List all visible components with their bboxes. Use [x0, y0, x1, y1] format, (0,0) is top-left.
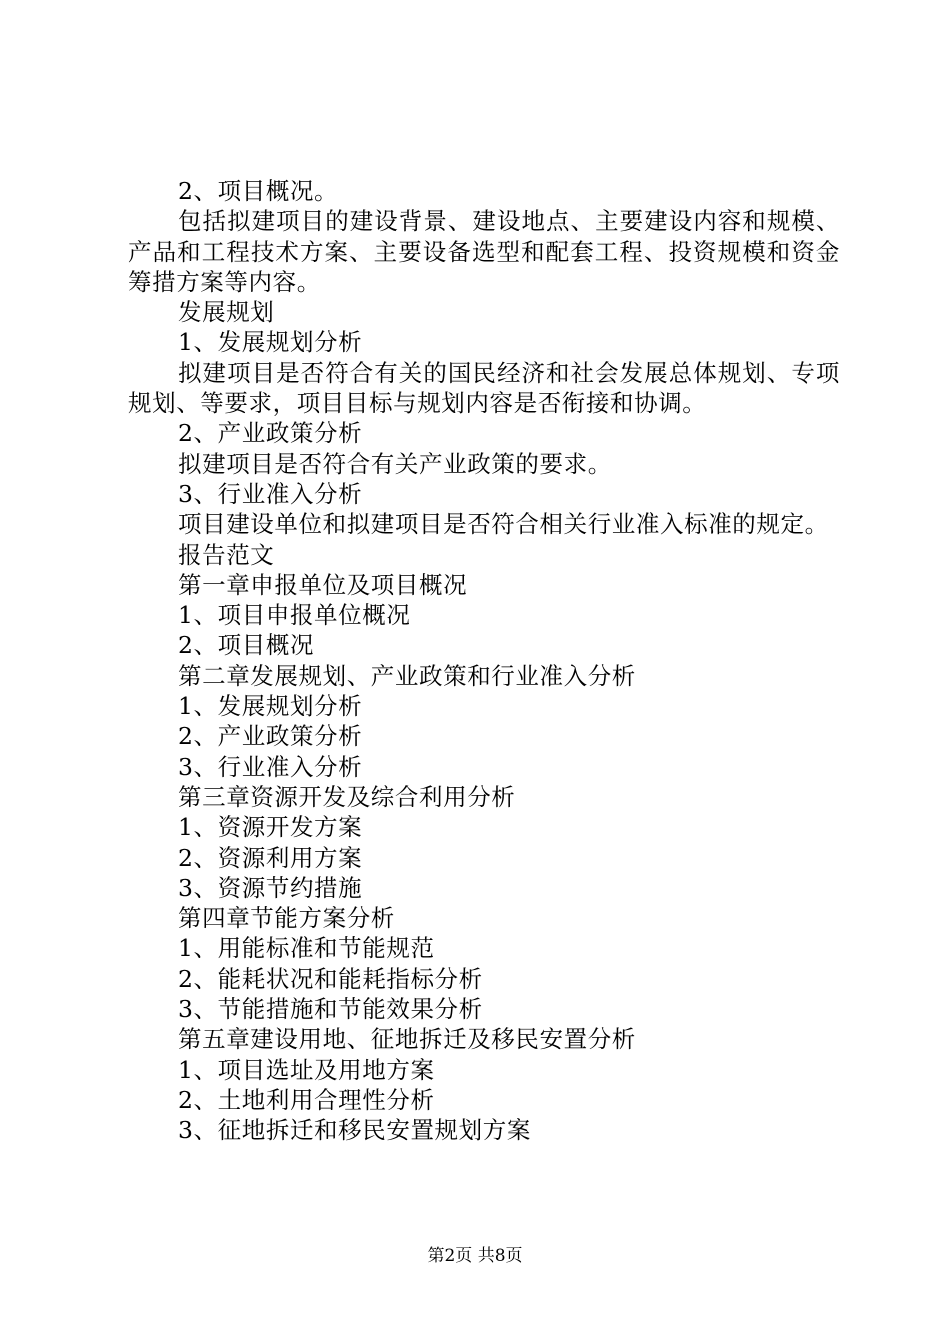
- list-item: 3、征地拆迁和移民安置规划方案: [178, 1116, 531, 1145]
- list-item: 1、项目申报单位概况: [178, 601, 411, 630]
- list-item: 3、资源节约措施: [178, 873, 363, 902]
- page-number-footer: 第2页 共8页: [427, 1246, 523, 1266]
- paragraph: 项目建设单位和拟建项目是否符合相关行业准入标准的规定。: [178, 510, 829, 539]
- document-body: [128, 176, 840, 1146]
- paragraph: 3、行业准入分析: [178, 479, 363, 508]
- list-item: 2、产业政策分析: [178, 722, 363, 751]
- list-item: 3、节能措施和节能效果分析: [178, 995, 483, 1024]
- chapter-heading: 第一章申报单位及项目概况: [178, 570, 468, 599]
- paragraph: 拟建项目是否符合有关产业政策的要求。: [178, 449, 612, 478]
- list-item: 2、项目概况: [178, 631, 315, 660]
- chapter-heading: 第二章发展规划、产业政策和行业准入分析: [178, 661, 636, 690]
- list-item: 1、资源开发方案: [178, 813, 363, 842]
- chapter-heading: 第四章节能方案分析: [178, 904, 395, 933]
- paragraph: 包括拟建项目的建设背景、建设地点、主要建设内容和规模、产品和工程技术方案、主要设备选型和配套工程、投资规模和资金筹措方案等内容。: [128, 207, 840, 296]
- list-item: 2、能耗状况和能耗指标分析: [178, 964, 483, 993]
- section-heading: 报告范文: [178, 540, 275, 569]
- paragraph: 2、产业政策分析: [178, 419, 363, 448]
- paragraph: 2、项目概况。: [178, 177, 339, 205]
- paragraph: 发展规划: [178, 298, 275, 327]
- list-item: 2、土地利用合理性分析: [178, 1085, 435, 1114]
- list-item: 2、资源利用方案: [178, 843, 363, 872]
- chapter-heading: 第五章建设用地、征地拆迁及移民安置分析: [178, 1025, 636, 1054]
- list-item: 1、项目选址及用地方案: [178, 1055, 435, 1084]
- list-item: 1、用能标准和节能规范: [178, 934, 435, 963]
- list-item: 3、行业准入分析: [178, 752, 363, 781]
- chapter-heading: 第三章资源开发及综合利用分析: [178, 782, 516, 811]
- list-item: 1、发展规划分析: [178, 692, 363, 721]
- paragraph: 拟建项目是否符合有关的国民经济和社会发展总体规划、专项规划、等要求，项目目标与规划内容是否衔接和协调。: [128, 358, 840, 418]
- paragraph: 1、发展规划分析: [178, 328, 363, 357]
